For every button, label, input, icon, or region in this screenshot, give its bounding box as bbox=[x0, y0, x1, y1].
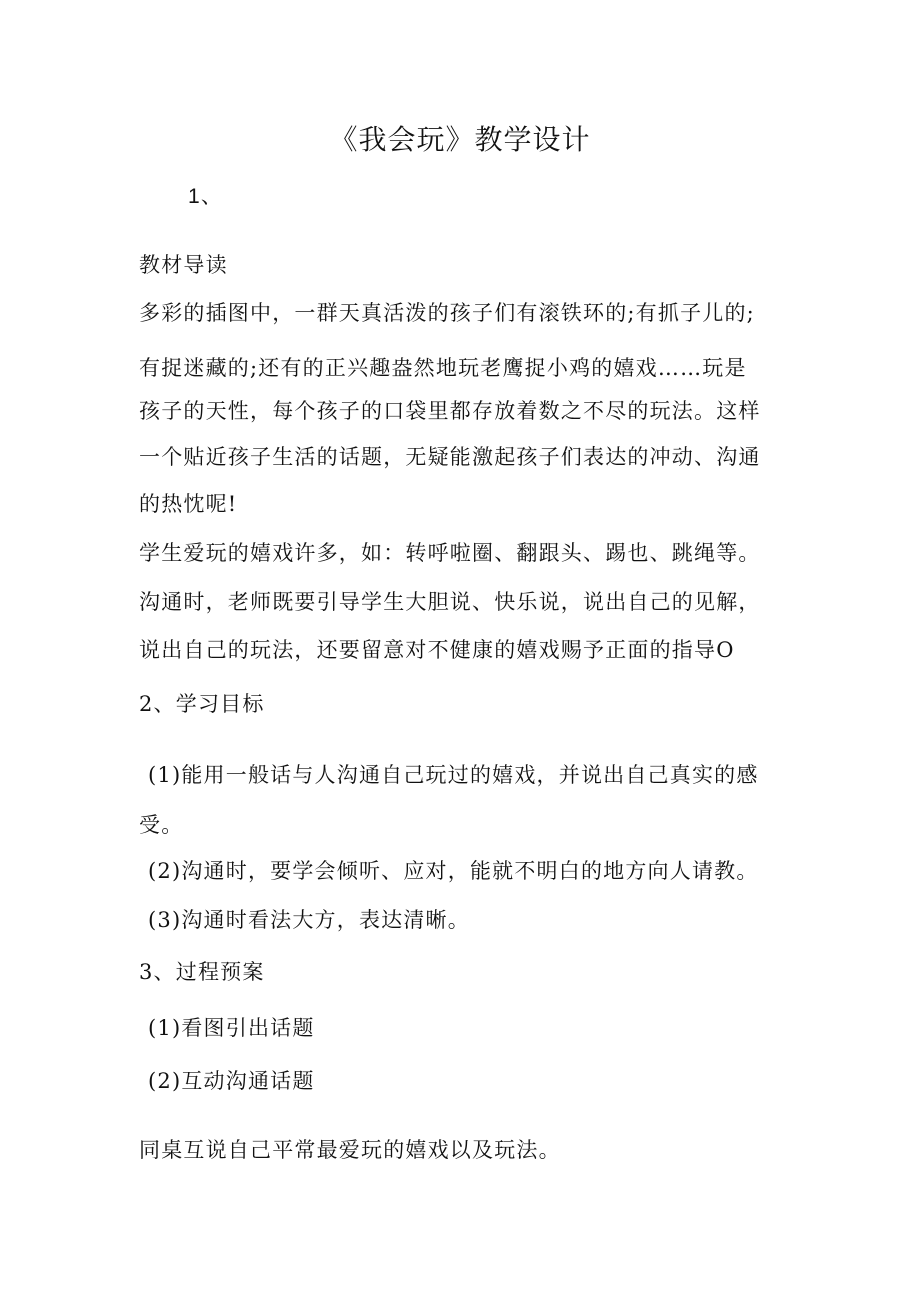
paragraph-line: 学生爱玩的嬉戏许多，如：转呼啦圈、翻跟头、踢也、跳绳等。 bbox=[139, 541, 761, 565]
section2-heading: 2、学习目标 bbox=[139, 692, 265, 716]
paragraph-line: 说出自己的玩法，还要留意对不健康的嬉戏赐予正面的指导O bbox=[139, 638, 735, 662]
document-title: 《我会玩》教学设计 bbox=[329, 123, 591, 156]
section3-heading: 3、过程预案 bbox=[139, 960, 265, 984]
step-line: (2)互动沟通话题 bbox=[148, 1069, 315, 1093]
section1-number: 1、 bbox=[188, 185, 224, 208]
paragraph-line: 孩子的天性，每个孩子的口袋里都存放着数之不尽的玩法。这样 bbox=[139, 399, 761, 423]
goal-line: (2)沟通时，要学会倾听、应对，能就不明白的地方向人请教。 bbox=[148, 859, 759, 883]
paragraph-line: 多彩的插图中，一群天真活泼的孩子们有滚铁环的;有抓子儿的; bbox=[139, 301, 755, 325]
paragraph-line: 同桌互说自己平常最爱玩的嬉戏以及玩法。 bbox=[139, 1138, 561, 1162]
paragraph-line: 有捉迷藏的;还有的正兴趣盎然地玩老鹰捉小鸡的嬉戏……玩是 bbox=[139, 356, 747, 380]
paragraph-line: 沟通时，老师既要引导学生大胆说、快乐说，说出自己的见解， bbox=[139, 590, 761, 614]
step-line: (1)看图引出话题 bbox=[148, 1016, 315, 1040]
goal-line: (1)能用一般话与人沟通自己玩过的嬉戏，并说出自己真实的感 bbox=[148, 763, 759, 787]
paragraph-line: 的热忱呢! bbox=[139, 492, 238, 516]
goal-line: (3)沟通时看法大方，表达清晰。 bbox=[148, 908, 470, 932]
paragraph-line: 一个贴近孩子生活的话题，无疑能激起孩子们表达的冲动、沟通 bbox=[139, 445, 761, 469]
section1-heading: 教材导读 bbox=[139, 253, 228, 277]
goal-line: 受。 bbox=[139, 813, 184, 837]
